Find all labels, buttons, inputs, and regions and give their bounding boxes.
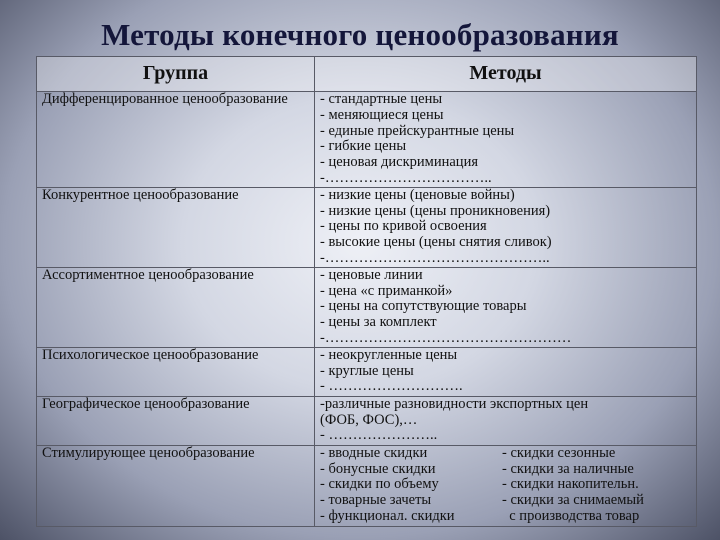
method-item: - гибкие цены (320, 138, 407, 155)
method-item: - скидки за наличные (502, 460, 634, 477)
method-item: (ФОБ, ФОС),… (320, 411, 418, 428)
table-row (37, 396, 697, 445)
method-item: -…………………………….. (320, 169, 492, 186)
methods-cell (315, 267, 697, 347)
pricing-methods-table (36, 56, 697, 527)
method-item: - цена «с приманкой» (320, 282, 453, 299)
method-item: - скидки по объему (320, 476, 439, 493)
method-item: - стандартные цены (320, 91, 443, 107)
method-item: - низкие цены (ценовые войны) (320, 186, 515, 203)
group-cell (37, 445, 315, 526)
methods-cell (315, 445, 697, 526)
method-item: - единые прейскурантные цены (320, 122, 515, 139)
method-item: -…………………………………………… (320, 329, 572, 346)
methods-cell (315, 92, 697, 188)
discounts-columns (320, 446, 696, 525)
group-label: Ассортиментное ценообразование (42, 266, 254, 283)
method-item: -различные разновидности экспортных цен (320, 395, 589, 412)
method-item: - меняющиеся цены (320, 106, 444, 123)
method-item: - круглые цены (320, 362, 414, 379)
methods-cell (315, 396, 697, 445)
group-label: Стимулирующее ценообразование (42, 444, 255, 461)
method-item: - ………………….. (320, 427, 438, 444)
method-item: - цены на сопутствующие товары (320, 298, 527, 315)
method-item: - ценовая дискриминация (320, 154, 478, 171)
method-item: - низкие цены (цены проникновения) (320, 202, 551, 219)
method-item: - вводные скидки (320, 444, 428, 461)
table-row (37, 445, 697, 526)
group-label: Дифференцированное ценообразование (42, 91, 288, 107)
method-item: -……………………………………….. (320, 249, 550, 266)
group-cell (37, 187, 315, 267)
table-row (37, 347, 697, 396)
group-cell (37, 347, 315, 396)
method-item: - неокругленные цены (320, 346, 458, 363)
table-row (37, 267, 697, 347)
method-item: - высокие цены (цены снятия сливок) (320, 234, 552, 251)
header-methods: Методы (315, 57, 697, 92)
method-item: - ………………………. (320, 378, 463, 395)
group-label: Психологическое ценообразование (42, 346, 259, 363)
method-item: - скидки за снимаемый (502, 492, 644, 509)
methods-cell (315, 347, 697, 396)
group-cell (37, 92, 315, 188)
methods-cell (315, 187, 697, 267)
method-item: - цены за комплект (320, 314, 437, 331)
table-row (37, 187, 697, 267)
discounts-left-column (320, 446, 502, 525)
method-item: - ценовые линии (320, 266, 423, 283)
group-cell (37, 396, 315, 445)
group-cell (37, 267, 315, 347)
method-item: - скидки сезонные (502, 444, 616, 461)
slide-title: Методы конечного ценообразования (101, 17, 619, 52)
method-item: - скидки накопительн. (502, 476, 639, 493)
method-item: - бонусные скидки (320, 460, 436, 477)
group-label: Конкурентное ценообразование (42, 186, 239, 203)
group-label: Географическое ценообразование (42, 395, 250, 412)
method-item: - функционал. скидки (320, 507, 455, 524)
table-row (37, 92, 697, 188)
discounts-right-column (502, 446, 692, 525)
method-item: с производства товар (502, 507, 640, 524)
table-header-row (37, 57, 697, 92)
method-item: - товарные зачеты (320, 492, 432, 509)
header-group: Группа (37, 57, 315, 92)
method-item: - цены по кривой освоения (320, 218, 487, 235)
